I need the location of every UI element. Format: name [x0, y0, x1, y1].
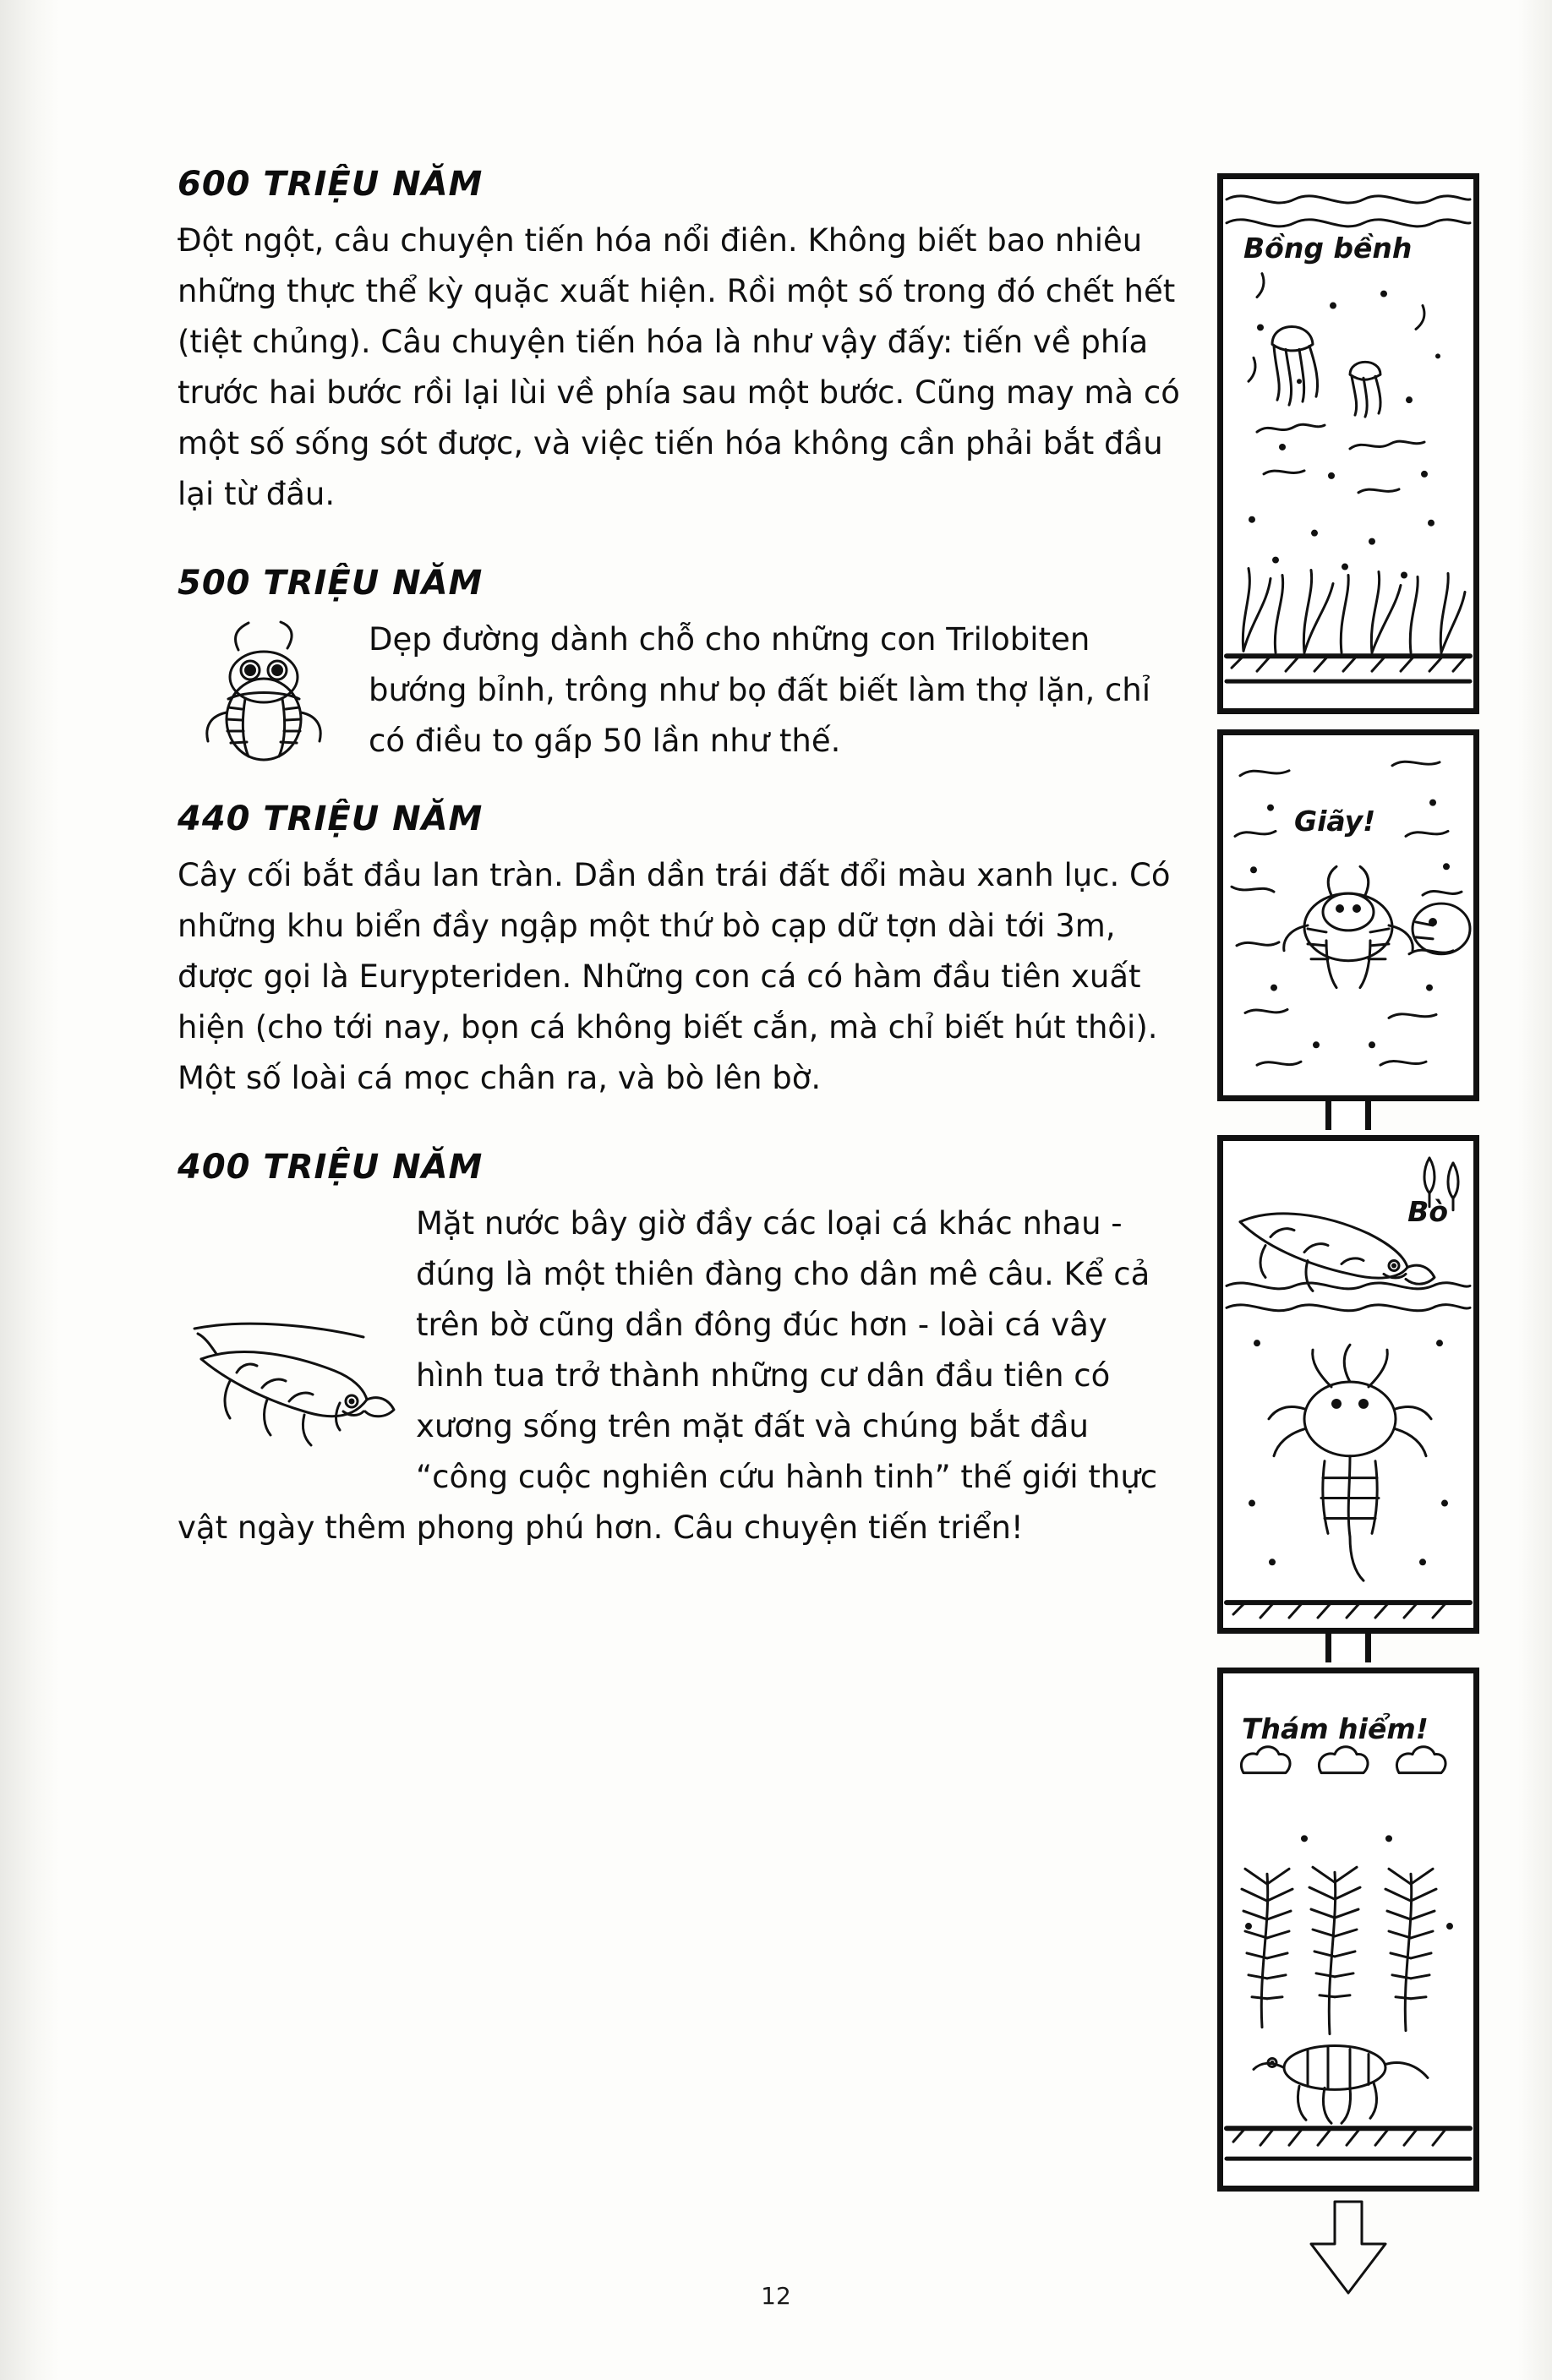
section-heading-440: 440 TRIỆU NĂM: [178, 800, 484, 839]
fish-icon: [186, 1300, 397, 1460]
section-body-400: [178, 1198, 1183, 1553]
timeline-panel-4: [1217, 1668, 1479, 2192]
timeline-panel-2: [1217, 729, 1479, 1101]
panel-connector-3: [1325, 1634, 1371, 1662]
page-number: 12: [761, 2282, 791, 2310]
section-body-440: Cây cối bắt đầu lan tràn. Dần dần trái đất đổi màu xanh lục. Có những khu biển đầy ngập một thứ bò cạp dữ tợn dài tới 3m, được gọi là Eurypteriden. Những con cá có hàm đầu tiên xuất hiện (cho tới nay, bọn cá không biết cắn, mà chỉ biết hút thôi). Một số loài cá mọc chân ra, và bò lên bờ.: [178, 857, 1171, 1097]
section-block-500: [178, 614, 1183, 800]
trilobite-seabed-scene: [1223, 735, 1473, 1095]
timeline-panel-4-label: Thám hiểm!: [1242, 1712, 1429, 1745]
section-heading-600: 600 TRIỆU NĂM: [178, 165, 484, 204]
timeline-panel-2-label: Giãy!: [1294, 805, 1376, 838]
page-content: [178, 165, 1183, 1553]
trilobite-icon: [186, 618, 347, 774]
section-body-400-text: Mặt nước bây giờ đầy các loại cá khác nhau - đúng là một thiên đàng cho dân mê câu. Kể cả trên bờ cũng dần đông đúc hơn - loài cá vây hình tua trở thành những cư dân đầu tiên có xương sống trên mặt đất và chúng bắt đầu “công cuộc nghiên cứu hành tinh” thế giới thực vật ngày thêm phong phú hơn. Câu chuyện tiến triển!: [178, 1205, 1158, 1546]
section-body-500: Dẹp đường dành chỗ cho những con Trilobiten bướng bỉnh, trông như bọ đất biết làm thợ lặn, chỉ có điều to gấp 50 lần như thế.: [369, 620, 1151, 759]
section-heading-400: 400 TRIỆU NĂM: [178, 1148, 484, 1187]
panel-connector-2: [1325, 1101, 1371, 1130]
section-body-600: Đột ngột, câu chuyện tiến hóa nổi điên. Không biết bao nhiêu những thực thể kỳ quặc xuất hiện. Rồi một số trong đó chết hết (tiệt chủng). Câu chuyện tiến hóa là như vậy đấy: tiến về phía trước hai bước rồi lại lùi về phía sau một bước. Cũng may mà có một số sống sót được, và việc tiến hóa không cần phải bắt đầu lại từ đầu.: [178, 222, 1180, 512]
timeline-panel-1: [1217, 173, 1479, 714]
timeline-panel-3: [1217, 1135, 1479, 1634]
timeline-panel-3-label: Bò: [1407, 1195, 1448, 1228]
section-block-400: [178, 1198, 1183, 1553]
land-plants-exploration-scene: [1223, 1673, 1473, 2186]
timeline-panel-1-label: Bồng bềnh: [1243, 232, 1413, 265]
section-heading-500: 500 TRIỆU NĂM: [178, 563, 484, 603]
timeline-strip: [1217, 173, 1479, 2300]
